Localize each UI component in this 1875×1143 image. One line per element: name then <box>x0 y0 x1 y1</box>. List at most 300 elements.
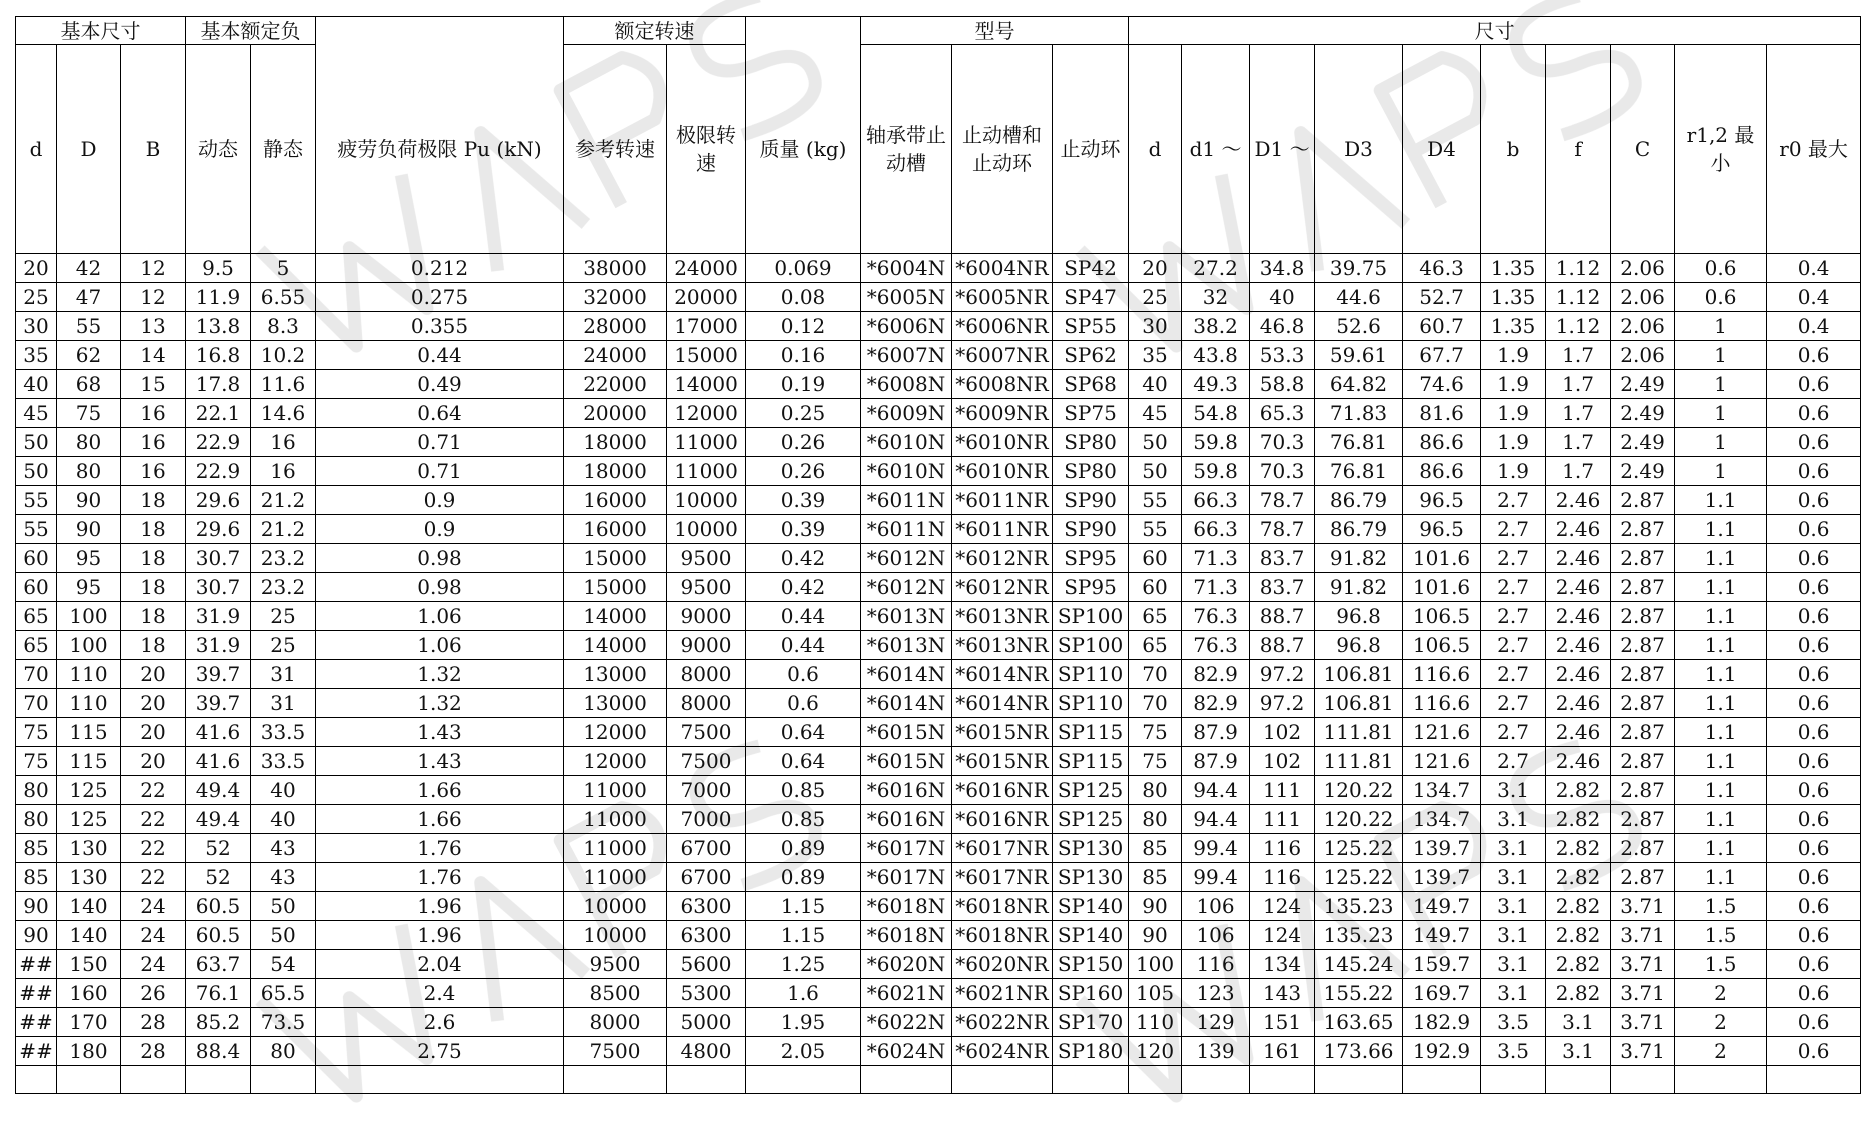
table-row <box>16 1008 1861 1037</box>
cell-B: 26 <box>121 979 186 1008</box>
table-row <box>16 370 1861 399</box>
cell-pu: 1.76 <box>316 834 564 863</box>
cell-b: 3.1 <box>1481 921 1546 950</box>
cell-D1: 78.7 <box>1250 486 1315 515</box>
cell-mass: 0.26 <box>746 457 861 486</box>
cell-C: 2.87 <box>1611 863 1675 892</box>
cell-C: 2.49 <box>1611 370 1675 399</box>
cell-snap-groove: *6018N <box>861 921 952 950</box>
cell-r12: 2 <box>1675 1037 1767 1066</box>
cell-snap-ring: SP80 <box>1053 428 1129 457</box>
cell-d: 50 <box>16 428 57 457</box>
cell-r0: 0.6 <box>1767 863 1861 892</box>
cell-D4: 46.3 <box>1403 254 1481 283</box>
col-header-D1: D1 ～ <box>1250 45 1315 254</box>
empty-cell <box>186 1066 251 1094</box>
cell-D: 90 <box>57 515 121 544</box>
cell-static: 54 <box>251 950 316 979</box>
cell-r0: 0.6 <box>1767 689 1861 718</box>
cell-D3: 86.79 <box>1315 486 1403 515</box>
cell-B: 16 <box>121 457 186 486</box>
cell-B: 18 <box>121 486 186 515</box>
table-row <box>16 312 1861 341</box>
cell-r12: 1.1 <box>1675 631 1767 660</box>
col-header-static: 静态 <box>251 45 316 254</box>
cell-snap-groove: *6009N <box>861 399 952 428</box>
cell-r0: 0.4 <box>1767 254 1861 283</box>
empty-cell <box>861 1066 952 1094</box>
cell-limit-speed: 17000 <box>667 312 746 341</box>
cell-D4: 74.6 <box>1403 370 1481 399</box>
cell-static: 16 <box>251 457 316 486</box>
cell-D: 90 <box>57 486 121 515</box>
cell-pu: 1.43 <box>316 747 564 776</box>
cell-b: 3.5 <box>1481 1037 1546 1066</box>
cell-B: 20 <box>121 718 186 747</box>
table-row <box>16 921 1861 950</box>
cell-mass: 0.85 <box>746 805 861 834</box>
cell-r0: 0.4 <box>1767 312 1861 341</box>
cell-static: 43 <box>251 834 316 863</box>
cell-dim-d: 120 <box>1129 1037 1182 1066</box>
cell-f: 2.46 <box>1546 573 1611 602</box>
cell-D3: 91.82 <box>1315 573 1403 602</box>
cell-D4: 134.7 <box>1403 776 1481 805</box>
cell-C: 2.06 <box>1611 312 1675 341</box>
cell-D1: 97.2 <box>1250 689 1315 718</box>
cell-f: 2.82 <box>1546 863 1611 892</box>
cell-dim-d: 80 <box>1129 805 1182 834</box>
cell-b: 2.7 <box>1481 660 1546 689</box>
cell-limit-speed: 10000 <box>667 486 746 515</box>
cell-dynamic: 22.1 <box>186 399 251 428</box>
cell-limit-speed: 4800 <box>667 1037 746 1066</box>
table-row <box>16 747 1861 776</box>
cell-d: 90 <box>16 892 57 921</box>
cell-D: 125 <box>57 776 121 805</box>
empty-cell <box>1611 1066 1675 1094</box>
cell-limit-speed: 6300 <box>667 892 746 921</box>
cell-mass: 0.64 <box>746 747 861 776</box>
cell-snap-groove: *6004N <box>861 254 952 283</box>
cell-b: 3.1 <box>1481 892 1546 921</box>
cell-dim-d: 40 <box>1129 370 1182 399</box>
cell-limit-speed: 7000 <box>667 805 746 834</box>
cell-f: 2.82 <box>1546 776 1611 805</box>
cell-d: 45 <box>16 399 57 428</box>
cell-r0: 0.6 <box>1767 834 1861 863</box>
cell-d: 25 <box>16 283 57 312</box>
cell-mass: 0.6 <box>746 660 861 689</box>
cell-snap-ring: SP90 <box>1053 515 1129 544</box>
cell-snap-ring: SP115 <box>1053 718 1129 747</box>
cell-B: 24 <box>121 950 186 979</box>
cell-limit-speed: 9500 <box>667 544 746 573</box>
cell-D1: 70.3 <box>1250 428 1315 457</box>
empty-row <box>16 1066 1861 1094</box>
cell-static: 11.6 <box>251 370 316 399</box>
cell-snap-ring: SP100 <box>1053 631 1129 660</box>
table-row <box>16 602 1861 631</box>
col-header-dynamic: 动态 <box>186 45 251 254</box>
cell-d1: 99.4 <box>1182 863 1250 892</box>
cell-D1: 97.2 <box>1250 660 1315 689</box>
cell-C: 2.87 <box>1611 573 1675 602</box>
cell-mass: 0.44 <box>746 602 861 631</box>
cell-snap-groove: *6005N <box>861 283 952 312</box>
table-row <box>16 805 1861 834</box>
cell-ref-speed: 10000 <box>564 921 667 950</box>
empty-cell <box>251 1066 316 1094</box>
cell-static: 23.2 <box>251 573 316 602</box>
cell-mass: 0.42 <box>746 573 861 602</box>
cell-D3: 96.8 <box>1315 631 1403 660</box>
cell-C: 2.06 <box>1611 254 1675 283</box>
cell-f: 2.82 <box>1546 979 1611 1008</box>
cell-D: 130 <box>57 834 121 863</box>
cell-dynamic: 52 <box>186 863 251 892</box>
cell-d: 90 <box>16 921 57 950</box>
cell-r0: 0.6 <box>1767 457 1861 486</box>
cell-snap-ring: SP68 <box>1053 370 1129 399</box>
cell-D1: 124 <box>1250 921 1315 950</box>
cell-mass: 0.39 <box>746 515 861 544</box>
col-header-limit-speed: 极限转速 <box>667 45 746 254</box>
cell-D1: 58.8 <box>1250 370 1315 399</box>
cell-C: 2.87 <box>1611 486 1675 515</box>
cell-D4: 86.6 <box>1403 428 1481 457</box>
cell-r12: 1 <box>1675 399 1767 428</box>
cell-b: 2.7 <box>1481 515 1546 544</box>
cell-d1: 94.4 <box>1182 776 1250 805</box>
empty-cell <box>1250 1066 1315 1094</box>
cell-dim-d: 50 <box>1129 457 1182 486</box>
empty-cell <box>1315 1066 1403 1094</box>
cell-dynamic: 9.5 <box>186 254 251 283</box>
cell-D4: 96.5 <box>1403 486 1481 515</box>
cell-b: 2.7 <box>1481 718 1546 747</box>
cell-d: 40 <box>16 370 57 399</box>
cell-ref-speed: 18000 <box>564 457 667 486</box>
cell-mass: 0.069 <box>746 254 861 283</box>
cell-f: 2.82 <box>1546 892 1611 921</box>
cell-d1: 106 <box>1182 892 1250 921</box>
cell-d1: 82.9 <box>1182 660 1250 689</box>
cell-D1: 116 <box>1250 863 1315 892</box>
col-header-b: b <box>1481 45 1546 254</box>
cell-d1: 106 <box>1182 921 1250 950</box>
cell-dynamic: 13.8 <box>186 312 251 341</box>
cell-D: 68 <box>57 370 121 399</box>
empty-cell <box>1675 1066 1767 1094</box>
table-row <box>16 457 1861 486</box>
cell-D4: 139.7 <box>1403 863 1481 892</box>
cell-D3: 135.23 <box>1315 921 1403 950</box>
cell-B: 14 <box>121 341 186 370</box>
table-row <box>16 515 1861 544</box>
col-header-C: C <box>1611 45 1675 254</box>
cell-r0: 0.6 <box>1767 486 1861 515</box>
cell-b: 2.7 <box>1481 747 1546 776</box>
table-row <box>16 341 1861 370</box>
cell-D3: 106.81 <box>1315 660 1403 689</box>
cell-C: 3.71 <box>1611 1008 1675 1037</box>
cell-D4: 101.6 <box>1403 544 1481 573</box>
cell-f: 3.1 <box>1546 1008 1611 1037</box>
cell-C: 2.49 <box>1611 457 1675 486</box>
cell-ref-speed: 16000 <box>564 515 667 544</box>
cell-static: 25 <box>251 602 316 631</box>
cell-d: ## <box>16 1008 57 1037</box>
cell-dynamic: 63.7 <box>186 950 251 979</box>
cell-snap-groove-ring: *6012NR <box>952 544 1053 573</box>
cell-dim-d: 45 <box>1129 399 1182 428</box>
cell-snap-groove: *6008N <box>861 370 952 399</box>
table-row <box>16 689 1861 718</box>
cell-pu: 1.66 <box>316 776 564 805</box>
empty-cell <box>746 1066 861 1094</box>
cell-snap-groove: *6013N <box>861 631 952 660</box>
cell-B: 28 <box>121 1008 186 1037</box>
cell-pu: 2.6 <box>316 1008 564 1037</box>
cell-f: 2.46 <box>1546 515 1611 544</box>
cell-dynamic: 49.4 <box>186 776 251 805</box>
cell-limit-speed: 9000 <box>667 631 746 660</box>
cell-mass: 0.42 <box>746 544 861 573</box>
cell-D4: 106.5 <box>1403 631 1481 660</box>
cell-snap-ring: SP80 <box>1053 457 1129 486</box>
cell-snap-ring: SP95 <box>1053 544 1129 573</box>
cell-dim-d: 85 <box>1129 863 1182 892</box>
cell-snap-groove: *6010N <box>861 457 952 486</box>
cell-r0: 0.6 <box>1767 660 1861 689</box>
cell-static: 5 <box>251 254 316 283</box>
cell-dynamic: 49.4 <box>186 805 251 834</box>
cell-C: 2.87 <box>1611 776 1675 805</box>
cell-dynamic: 31.9 <box>186 602 251 631</box>
table-row <box>16 863 1861 892</box>
cell-snap-groove: *6020N <box>861 950 952 979</box>
cell-d: 60 <box>16 544 57 573</box>
cell-C: 2.06 <box>1611 283 1675 312</box>
col-header-f: f <box>1546 45 1611 254</box>
cell-d1: 87.9 <box>1182 747 1250 776</box>
cell-mass: 0.25 <box>746 399 861 428</box>
cell-pu: 0.49 <box>316 370 564 399</box>
cell-C: 2.87 <box>1611 515 1675 544</box>
cell-d: ## <box>16 979 57 1008</box>
cell-C: 2.87 <box>1611 631 1675 660</box>
cell-r0: 0.6 <box>1767 921 1861 950</box>
cell-ref-speed: 20000 <box>564 399 667 428</box>
cell-D4: 149.7 <box>1403 892 1481 921</box>
cell-dynamic: 29.6 <box>186 486 251 515</box>
cell-dynamic: 41.6 <box>186 718 251 747</box>
cell-snap-groove-ring: *6013NR <box>952 631 1053 660</box>
cell-D1: 102 <box>1250 747 1315 776</box>
cell-ref-speed: 11000 <box>564 776 667 805</box>
cell-C: 3.71 <box>1611 1037 1675 1066</box>
cell-D: 62 <box>57 341 121 370</box>
cell-pu: 1.06 <box>316 631 564 660</box>
cell-r0: 0.6 <box>1767 776 1861 805</box>
cell-dim-d: 90 <box>1129 892 1182 921</box>
cell-r12: 1.1 <box>1675 863 1767 892</box>
cell-d: ## <box>16 950 57 979</box>
cell-snap-groove-ring: *6015NR <box>952 718 1053 747</box>
cell-limit-speed: 8000 <box>667 689 746 718</box>
table-row <box>16 486 1861 515</box>
cell-b: 1.9 <box>1481 370 1546 399</box>
cell-dynamic: 41.6 <box>186 747 251 776</box>
cell-ref-speed: 38000 <box>564 254 667 283</box>
cell-B: 18 <box>121 515 186 544</box>
cell-snap-groove: *6007N <box>861 341 952 370</box>
cell-dim-d: 75 <box>1129 747 1182 776</box>
cell-D: 110 <box>57 689 121 718</box>
empty-cell <box>564 1066 667 1094</box>
cell-r12: 1.5 <box>1675 950 1767 979</box>
cell-f: 2.82 <box>1546 834 1611 863</box>
group-header-row <box>16 17 1861 45</box>
cell-d: 20 <box>16 254 57 283</box>
cell-static: 33.5 <box>251 718 316 747</box>
cell-pu: 0.212 <box>316 254 564 283</box>
cell-mass: 0.89 <box>746 834 861 863</box>
table-row <box>16 283 1861 312</box>
cell-dynamic: 39.7 <box>186 660 251 689</box>
cell-D: 130 <box>57 863 121 892</box>
col-header-d: d <box>16 45 57 254</box>
cell-dim-d: 55 <box>1129 486 1182 515</box>
empty-cell <box>1403 1066 1481 1094</box>
cell-limit-speed: 7500 <box>667 747 746 776</box>
cell-snap-groove-ring: *6022NR <box>952 1008 1053 1037</box>
cell-snap-ring: SP150 <box>1053 950 1129 979</box>
cell-d1: 123 <box>1182 979 1250 1008</box>
cell-dim-d: 110 <box>1129 1008 1182 1037</box>
cell-limit-speed: 9000 <box>667 602 746 631</box>
cell-D3: 52.6 <box>1315 312 1403 341</box>
cell-snap-groove-ring: *6010NR <box>952 428 1053 457</box>
cell-b: 1.35 <box>1481 254 1546 283</box>
cell-snap-ring: SP140 <box>1053 921 1129 950</box>
group-empty <box>746 17 861 45</box>
cell-D4: 121.6 <box>1403 718 1481 747</box>
col-header-B: B <box>121 45 186 254</box>
cell-D: 160 <box>57 979 121 1008</box>
cell-D4: 134.7 <box>1403 805 1481 834</box>
cell-r0: 0.6 <box>1767 399 1861 428</box>
cell-snap-groove-ring: *6013NR <box>952 602 1053 631</box>
cell-D3: 76.81 <box>1315 428 1403 457</box>
cell-B: 12 <box>121 283 186 312</box>
table-row <box>16 631 1861 660</box>
bearing-spec-sheet <box>15 16 1861 1094</box>
empty-cell <box>1182 1066 1250 1094</box>
cell-d1: 82.9 <box>1182 689 1250 718</box>
cell-limit-speed: 7000 <box>667 776 746 805</box>
cell-d1: 71.3 <box>1182 544 1250 573</box>
cell-ref-speed: 12000 <box>564 747 667 776</box>
cell-D: 75 <box>57 399 121 428</box>
cell-static: 25 <box>251 631 316 660</box>
col-header-snap-groove-ring: 止动槽和止动环 <box>952 45 1053 254</box>
cell-C: 2.87 <box>1611 718 1675 747</box>
cell-f: 1.12 <box>1546 312 1611 341</box>
col-header-snap-ring: 止动环 <box>1053 45 1129 254</box>
cell-snap-groove: *6014N <box>861 689 952 718</box>
cell-d1: 99.4 <box>1182 834 1250 863</box>
cell-f: 2.46 <box>1546 747 1611 776</box>
cell-D1: 78.7 <box>1250 515 1315 544</box>
cell-snap-ring: SP55 <box>1053 312 1129 341</box>
cell-D3: 111.81 <box>1315 747 1403 776</box>
cell-D3: 96.8 <box>1315 602 1403 631</box>
cell-limit-speed: 24000 <box>667 254 746 283</box>
cell-b: 3.1 <box>1481 805 1546 834</box>
cell-mass: 0.89 <box>746 863 861 892</box>
cell-snap-ring: SP62 <box>1053 341 1129 370</box>
cell-snap-ring: SP125 <box>1053 805 1129 834</box>
col-header-r0: r0 最大 <box>1767 45 1861 254</box>
cell-limit-speed: 6700 <box>667 863 746 892</box>
cell-snap-groove-ring: *6011NR <box>952 515 1053 544</box>
table-row <box>16 834 1861 863</box>
cell-ref-speed: 11000 <box>564 805 667 834</box>
cell-dynamic: 16.8 <box>186 341 251 370</box>
col-header-D3: D3 <box>1315 45 1403 254</box>
cell-D3: 71.83 <box>1315 399 1403 428</box>
cell-static: 21.2 <box>251 486 316 515</box>
cell-D: 47 <box>57 283 121 312</box>
cell-r12: 1.5 <box>1675 892 1767 921</box>
cell-mass: 0.26 <box>746 428 861 457</box>
cell-r0: 0.6 <box>1767 979 1861 1008</box>
cell-snap-groove: *6012N <box>861 573 952 602</box>
cell-B: 16 <box>121 428 186 457</box>
cell-B: 12 <box>121 254 186 283</box>
cell-dim-d: 90 <box>1129 921 1182 950</box>
cell-b: 1.9 <box>1481 341 1546 370</box>
cell-snap-ring: SP125 <box>1053 776 1129 805</box>
cell-D4: 52.7 <box>1403 283 1481 312</box>
cell-D1: 151 <box>1250 1008 1315 1037</box>
cell-f: 1.7 <box>1546 399 1611 428</box>
cell-D4: 86.6 <box>1403 457 1481 486</box>
cell-r0: 0.6 <box>1767 544 1861 573</box>
cell-static: 50 <box>251 921 316 950</box>
cell-r12: 1.1 <box>1675 776 1767 805</box>
cell-snap-ring: SP130 <box>1053 863 1129 892</box>
empty-cell <box>121 1066 186 1094</box>
cell-B: 18 <box>121 544 186 573</box>
cell-limit-speed: 5000 <box>667 1008 746 1037</box>
cell-dim-d: 60 <box>1129 544 1182 573</box>
cell-r12: 1 <box>1675 428 1767 457</box>
cell-r12: 0.6 <box>1675 283 1767 312</box>
cell-r0: 0.6 <box>1767 631 1861 660</box>
cell-pu: 1.32 <box>316 660 564 689</box>
cell-limit-speed: 11000 <box>667 428 746 457</box>
cell-dim-d: 70 <box>1129 660 1182 689</box>
cell-snap-groove-ring: *6012NR <box>952 573 1053 602</box>
table-row <box>16 950 1861 979</box>
cell-D1: 88.7 <box>1250 631 1315 660</box>
cell-f: 2.82 <box>1546 805 1611 834</box>
cell-snap-groove-ring: *6016NR <box>952 805 1053 834</box>
cell-snap-ring: SP170 <box>1053 1008 1129 1037</box>
